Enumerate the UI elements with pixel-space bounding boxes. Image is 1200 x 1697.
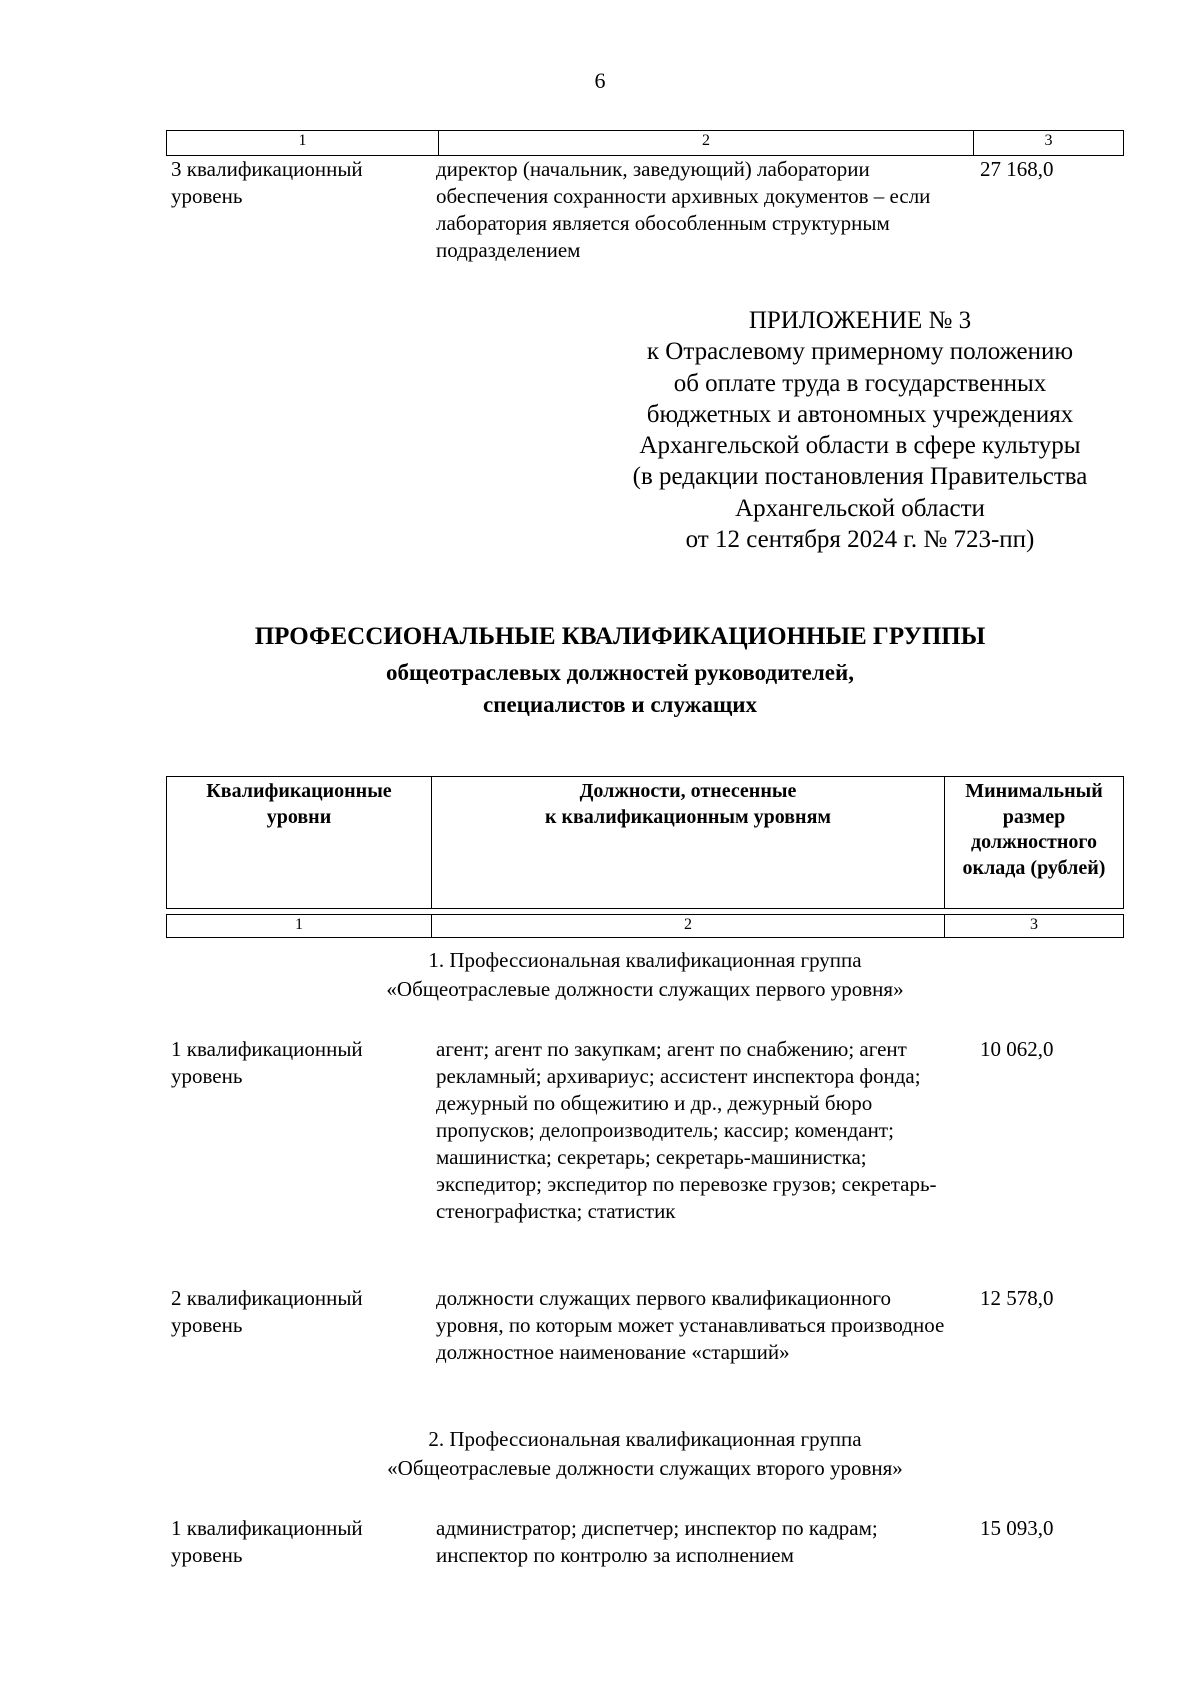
table-row-salary: 10 062,0 [980, 1037, 1054, 1061]
column-number-3: 3 [973, 131, 1123, 155]
column-number-strip-top [166, 130, 1124, 156]
table-row-salary: 15 093,0 [980, 1516, 1054, 1540]
header-col-positions-line: Должности, отнесенные [579, 780, 797, 802]
document-subtitle-line: общеотраслевых должностей руководителей, [386, 660, 854, 685]
appendix-title: ПРИЛОЖЕНИЕ № 3 [748, 307, 972, 334]
document-title: ПРОФЕССИОНАЛЬНЫЕ КВАЛИФИКАЦИОННЫЕ ГРУППЫ [254, 623, 986, 650]
group-heading-line: «Общеотраслевые должности служащих второго уровня» [387, 1456, 903, 1480]
header-col-levels [167, 777, 431, 908]
table-header [166, 776, 1124, 909]
appendix-line: Архангельской области [735, 494, 985, 522]
page-number: 6 [594, 68, 606, 93]
table-row-positions: администратор; диспетчер; инспектор по кадрам; инспектор по контролю за исполнением [436, 1516, 878, 1567]
header-col-salary-text: Минимальный размер должностного оклада (рублей) [962, 780, 1106, 879]
appendix-line: бюджетных и автономных учреждениях [646, 400, 1074, 428]
appendix-line: Архангельской области в сфере культуры [639, 432, 1081, 460]
header-col-levels-text: Квалификационные уровни [206, 780, 392, 828]
top-row-level: 3 квалификационный уровень [171, 157, 363, 208]
column-number-1: 1 [295, 916, 303, 933]
table-row-level: 1 квалификационный уровень [171, 1037, 363, 1088]
column-number-1: 1 [298, 132, 307, 149]
group-heading-line: 2. Профессиональная квалификационная группа [428, 1427, 862, 1451]
top-row-salary: 27 168,0 [980, 157, 1054, 181]
column-number-2: 2 [431, 915, 944, 937]
appendix-line: (в редакции постановления Правительства [632, 463, 1088, 491]
table-row-positions: должности служащих первого квалификационного уровня, по которым может устанавливаться производное должностное наименование «старший» [436, 1286, 945, 1364]
document-subtitle-line: специалистов и служащих [483, 692, 757, 717]
header-col-positions [431, 777, 944, 908]
appendix-line: от 12 сентября 2024 г. № 723-пп) [685, 526, 1035, 554]
table-row-salary: 12 578,0 [980, 1286, 1054, 1310]
table-row-positions: агент; агент по закупкам; агент по снабжению; агент рекламный; архивариус; ассистент инспектора фонда; дежурный по общежитию и др., дежурный бюро пропусков; делопроизводитель; кассир; комендант; машинистка; секретарь; секретарь-машинистка; экспедитор; экспедитор по перевозке грузов; секретарь-стенографистка; статистик [436, 1037, 937, 1223]
column-number-3: 3 [944, 915, 1123, 937]
appendix-line: к Отраслевому примерному положению [646, 338, 1074, 366]
group-heading [166, 946, 1124, 1004]
appendix-line: об оплате труда в государственных [673, 369, 1047, 397]
group-heading [166, 1425, 1124, 1483]
table-row-level: 2 квалификационный уровень [171, 1286, 363, 1337]
top-row-positions: директор (начальник, заведующий) лаборатории обеспечения сохранности архивных документов – если лаборатория является обособленным структурным подразделением [436, 157, 931, 262]
column-number-strip [166, 914, 1124, 938]
header-col-positions-line: к квалификационным уровням [544, 805, 832, 828]
column-number-2: 2 [438, 131, 973, 155]
table-row-level: 1 квалификационный уровень [171, 1516, 363, 1567]
appendix-block [560, 305, 1160, 555]
group-heading-line: 1. Профессиональная квалификационная группа [428, 948, 862, 972]
group-heading-line: «Общеотраслевые должности служащих первого уровня» [386, 977, 904, 1001]
header-col-salary [944, 777, 1123, 908]
